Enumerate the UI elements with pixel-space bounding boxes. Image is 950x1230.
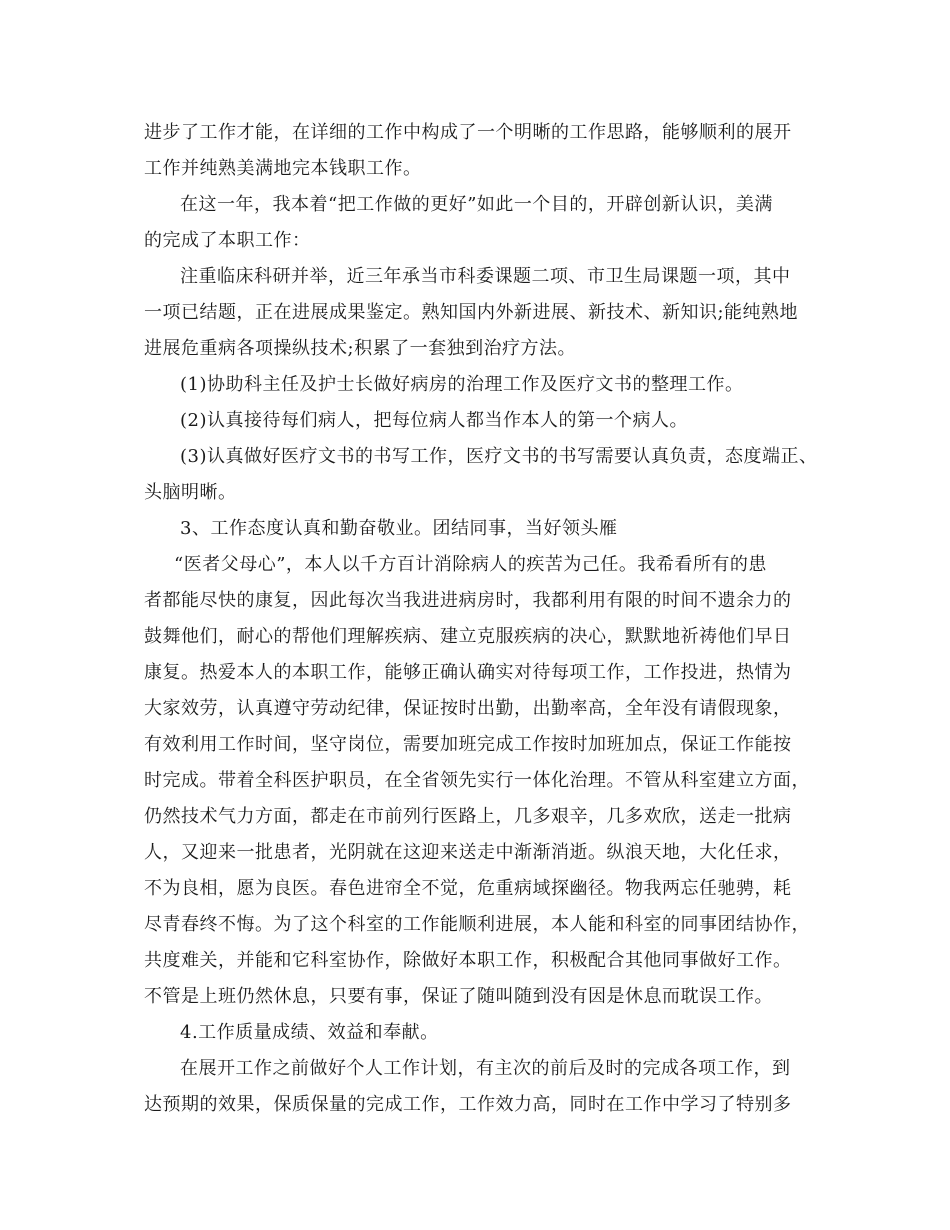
paragraph-line: 进展危重病各项操纵技术;积累了一套独到治疗方法。	[144, 338, 577, 359]
paragraph-line: 不管是上班仍然休息，只要有事，保证了随叫随到没有因是休息而耽误工作。	[144, 986, 773, 1007]
paragraph-line: 人，又迎来一批患者，光阴就在这迎来送走中渐渐消逝。纵浪天地，大化任求，	[144, 842, 792, 863]
paragraph-line: 在展开工作之前做好个人工作计划，有主次的前后及时的完成各项工作，到	[180, 1058, 791, 1079]
paragraph-line: 的完成了本职工作：	[144, 230, 311, 251]
paragraph-line: 大家效劳，认真遵守劳动纪律，保证按时出勤，出勤率高，全年没有请假现象，	[144, 698, 792, 719]
list-item: (1)协助科主任及护士长做好病房的治理工作及医疗文书的整理工作。	[180, 374, 744, 395]
list-item: (2)认真接待每们病人，把每位病人都当作本人的第一个病人。	[180, 410, 688, 431]
paragraph-line: 工作并纯熟美满地完本钱职工作。	[144, 158, 422, 179]
paragraph-line: 共度难关，并能和它科室协作，除做好本职工作，积极配合其他同事做好工作。	[144, 950, 792, 971]
list-item: (3)认真做好医疗文书的书写工作，医疗文书的书写需要认真负责，态度端正、	[180, 446, 818, 467]
paragraph-line: 尽青春终不悔。为了这个科室的工作能顺利进展，本人能和科室的同事团结协作，	[144, 914, 810, 935]
section-heading: 4.工作质量成绩、效益和奉献。	[180, 1022, 439, 1043]
paragraph-line: 有效利用工作时间，坚守岗位，需要加班完成工作按时加班加点，保证工作能按	[144, 734, 792, 755]
paragraph-line: 鼓舞他们，耐心的帮他们理解疾病、建立克服疾病的决心，默默地祈祷他们早日	[144, 626, 792, 647]
paragraph-line: 时完成。带着全科医护职员，在全省领先实行一体化治理。不管从科室建立方面，	[144, 770, 810, 791]
paragraph-line: 头脑明晰。	[144, 482, 237, 503]
paragraph-line: “医者父母心”，本人以千方百计消除病人的疾苦为己任。我希看所有的患	[174, 554, 767, 575]
paragraph-line: 一项已结题，正在进展成果鉴定。熟知国内外新进展、新技术、新知识;能纯熟地	[144, 302, 799, 323]
paragraph-line: 康复。热爱本人的本职工作，能够正确认确实对待每项工作，工作投进，热情为	[144, 662, 792, 683]
paragraph-line: 在这一年，我本着“把工作做的更好”如此一个目的，开辟创新认识，美满	[180, 194, 773, 215]
paragraph-line: 不为良相，愿为良医。春色进帘全不觉，危重病域探幽径。物我两忘任驰骋，耗	[144, 878, 792, 899]
paragraph-line: 注重临床科研并举，近三年承当市科委课题二项、市卫生局课题一项，其中	[180, 266, 791, 287]
paragraph-line: 仍然技术气力方面，都走在市前列行医路上，几多艰辛，几多欢欣，送走一批病	[144, 806, 792, 827]
paragraph-line: 者都能尽快的康复，因此每次当我进进病房时，我都利用有限的时间不遗余力的	[144, 590, 792, 611]
paragraph-line: 达预期的效果，保质保量的完成工作，工作效力高，同时在工作中学习了特别多	[144, 1094, 792, 1115]
paragraph-line: 进步了工作才能，在详细的工作中构成了一个明晰的工作思路，能够顺利的展开	[144, 122, 792, 143]
section-heading: 3、工作态度认真和勤奋敬业。团结同事，当好领头雁	[180, 518, 618, 539]
